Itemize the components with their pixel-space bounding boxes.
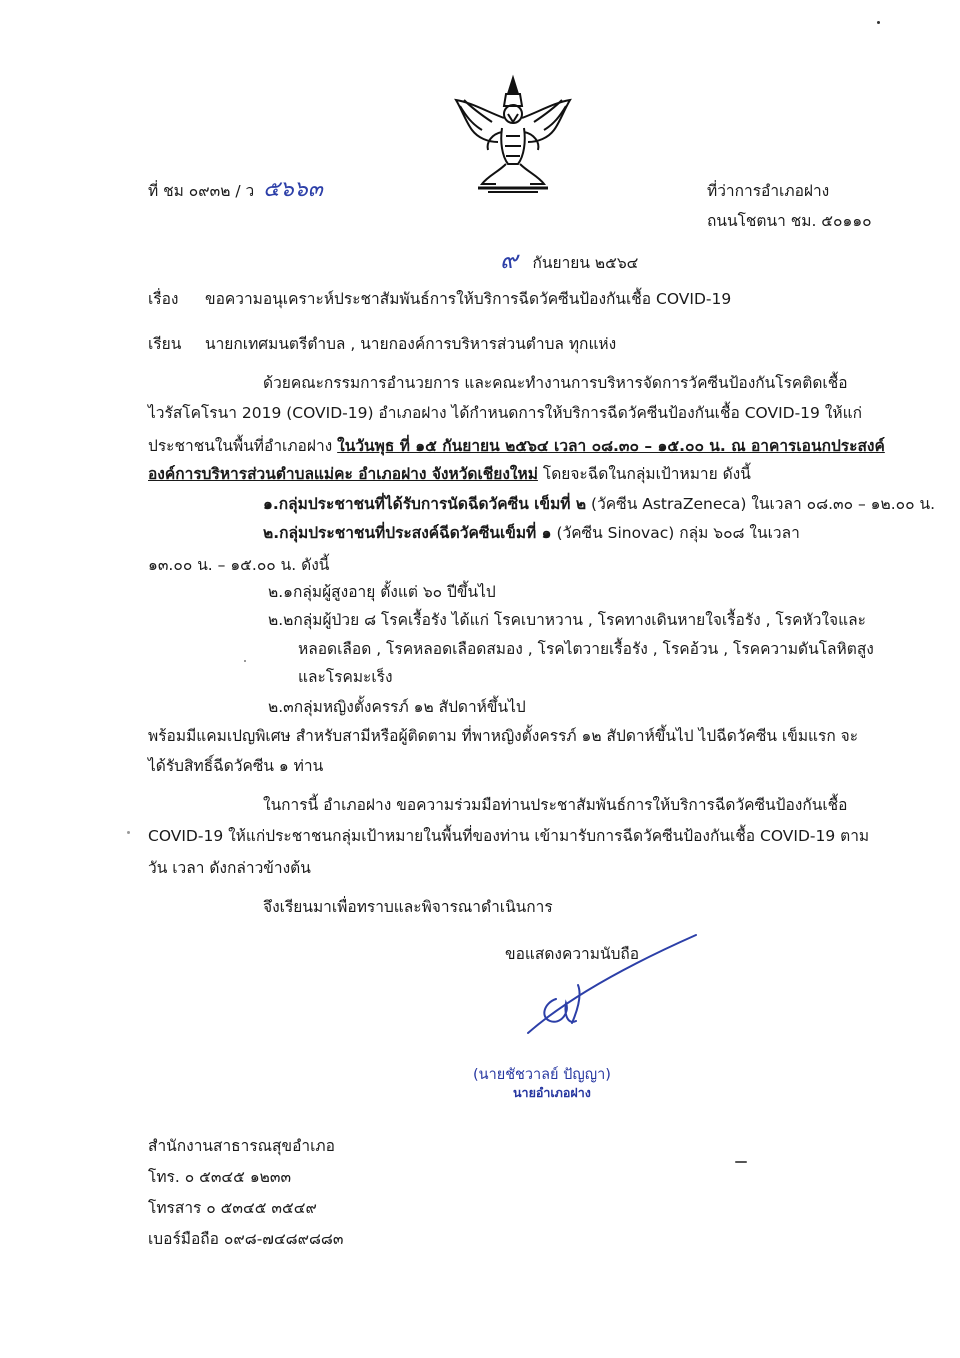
salutation-text: นายกเทศมนตรีตำบล , นายกองค์การบริหารส่วนตำบล ทุกแห่ง xyxy=(205,335,617,353)
scan-speck xyxy=(127,831,130,834)
paragraph-1-line-4 xyxy=(148,464,751,484)
target-group-2-2-line-3: และโรคมะเร็ง xyxy=(298,668,393,686)
target-group-2-title: ๒.กลุ่มประชาชนที่ประสงค์ฉีดวัคซีนเข็มที่ ๑ xyxy=(263,524,552,542)
paragraph-2-line-1: ในการนี้ อำเภอฝาง ขอความร่วมมือท่านประชาสัมพันธ์การให้บริการฉีดวัคซีนป้องกันเชื้อ xyxy=(263,796,848,814)
event-date-venue: ในวันพุธ ที่ ๑๕ กันยายน ๒๕๖๔ เวลา ๐๘.๓๐ – ๑๕.๐๐ น. ณ อาคารเอนกประสงค์ xyxy=(337,437,885,455)
subject-label: เรื่อง xyxy=(148,290,179,308)
target-group-2-time: ๑๓.๐๐ น. – ๑๕.๐๐ น. ดังนี้ xyxy=(148,556,330,574)
date-day-handwritten: ๙ xyxy=(500,246,518,274)
salutation-label: เรียน xyxy=(148,335,182,353)
paragraph-2-line-2: COVID-19 ให้แก่ประชาชนกลุ่มเป้าหมายในพื้นที่ของท่าน เข้ามารับการฉีดวัคซีนป้องกันเชื้อ COVID-19 ตาม xyxy=(148,827,870,845)
sender-office: ที่ว่าการอำเภอฝาง xyxy=(707,182,830,200)
event-venue-location: องค์การบริหารส่วนตำบลแม่คะ อำเภอฝาง จังหวัดเชียงใหม่ xyxy=(148,465,538,483)
paragraph-1-line-3 xyxy=(148,436,885,456)
target-group-2-detail: (วัคซีน Sinovac) กลุ่ม ๖๐๘ ในเวลา xyxy=(551,524,800,542)
complimentary-close: ขอแสดงความนับถือ xyxy=(505,945,640,963)
signatory-name: (นายชัชวาลย์ ปัญญา) xyxy=(473,1067,611,1083)
sender-address: ถนนโชตนา ชม. ๕๐๑๑๐ xyxy=(707,212,872,230)
handwritten-signature xyxy=(520,925,710,1045)
target-group-2-2-line-2: หลอดเลือด , โรคหลอดเลือดสมอง , โรคไตวายเรื้อรัง , โรคอ้วน , โรคความดันโลหิตสูง xyxy=(298,640,874,658)
paragraph-1-line-2: ไวรัสโคโรนา 2019 (COVID-19) อำเภอฝาง ได้กำหนดการให้บริการฉีดวัคซีนป้องกันเชื้อ COVID-19 ให้แก่ xyxy=(148,404,862,422)
target-group-2-1: ๒.๑กลุ่มผู้สูงอายุ ตั้งแต่ ๖๐ ปีขึ้นไป xyxy=(268,583,496,601)
footer-fax: โทรสาร ๐ ๕๓๔๕ ๓๕๔๙ xyxy=(148,1199,317,1217)
paragraph-2-line-3: วัน เวลา ดังกล่าวข้างต้น xyxy=(148,859,311,877)
reference-number-handwritten: ๕๖๖๓ xyxy=(263,177,323,202)
footer-telephone: โทร. ๐ ๕๓๔๕ ๑๒๓๓ xyxy=(148,1168,292,1186)
paragraph-1-line-4-text: โดยจะฉีดในกลุ่มเป้าหมาย ดังนี้ xyxy=(537,465,751,483)
closing-request: จึงเรียนมาเพื่อทราบและพิจารณาดำเนินการ xyxy=(263,898,553,916)
target-group-2-3: ๒.๓กลุ่มหญิงตั้งครรภ์ ๑๒ สัปดาห์ขึ้นไป xyxy=(268,698,526,716)
scan-speck xyxy=(735,1161,747,1163)
garuda-emblem-icon xyxy=(448,72,578,200)
target-group-1-detail: (วัคซีน AstraZeneca) ในเวลา ๐๘.๓๐ – ๑๒.๐๐ น. xyxy=(586,495,936,513)
campaign-line-2: ได้รับสิทธิ์ฉีดวัคซีน ๑ ท่าน xyxy=(148,757,324,775)
target-group-1-title: ๑.กลุ่มประชาชนที่ได้รับการนัดฉีดวัคซีน เข็มที่ ๒ xyxy=(263,495,587,513)
signatory-title: นายอำเภอฝาง xyxy=(513,1085,591,1100)
footer-office: สำนักงานสาธารณสุขอำเภอ xyxy=(148,1137,335,1155)
date-month-year: กันยายน ๒๕๖๔ xyxy=(532,254,639,272)
paragraph-1-line-3-text: ประชาชนในพื้นที่อำเภอฝาง xyxy=(148,437,338,455)
target-group-2 xyxy=(263,523,800,543)
paragraph-1-line-1: ด้วยคณะกรรมการอำนวยการ และคณะทำงานการบริหารจัดการวัคซีนป้องกันโรคติดเชื้อ xyxy=(263,374,848,392)
reference-number: ที่ ชม ๐๙๓๒ / ว xyxy=(148,182,255,200)
target-group-1 xyxy=(263,494,935,514)
campaign-line-1: พร้อมมีแคมเปญพิเศษ สำหรับสามีหรือผู้ติดตาม ที่พาหญิงตั้งครรภ์ ๑๒ สัปดาห์ขึ้นไป ไปฉีดวัคซีน เข็มแรก จะ xyxy=(148,727,859,745)
scan-speck xyxy=(244,660,246,662)
scan-speck xyxy=(877,21,880,24)
footer-mobile: เบอร์มือถือ ๐๙๘-๗๔๘๙๘๘๓ xyxy=(148,1230,344,1248)
target-group-2-2-line-1: ๒.๒กลุ่มผู้ป่วย ๘ โรคเรื้อรัง ได้แก่ โรคเบาหวาน , โรคทางเดินหายใจเรื้อรัง , โรคหัวใจและ xyxy=(268,611,866,629)
subject-text: ขอความอนุเคราะห์ประชาสัมพันธ์การให้บริการฉีดวัคซีนป้องกันเชื้อ COVID-19 xyxy=(205,290,732,308)
